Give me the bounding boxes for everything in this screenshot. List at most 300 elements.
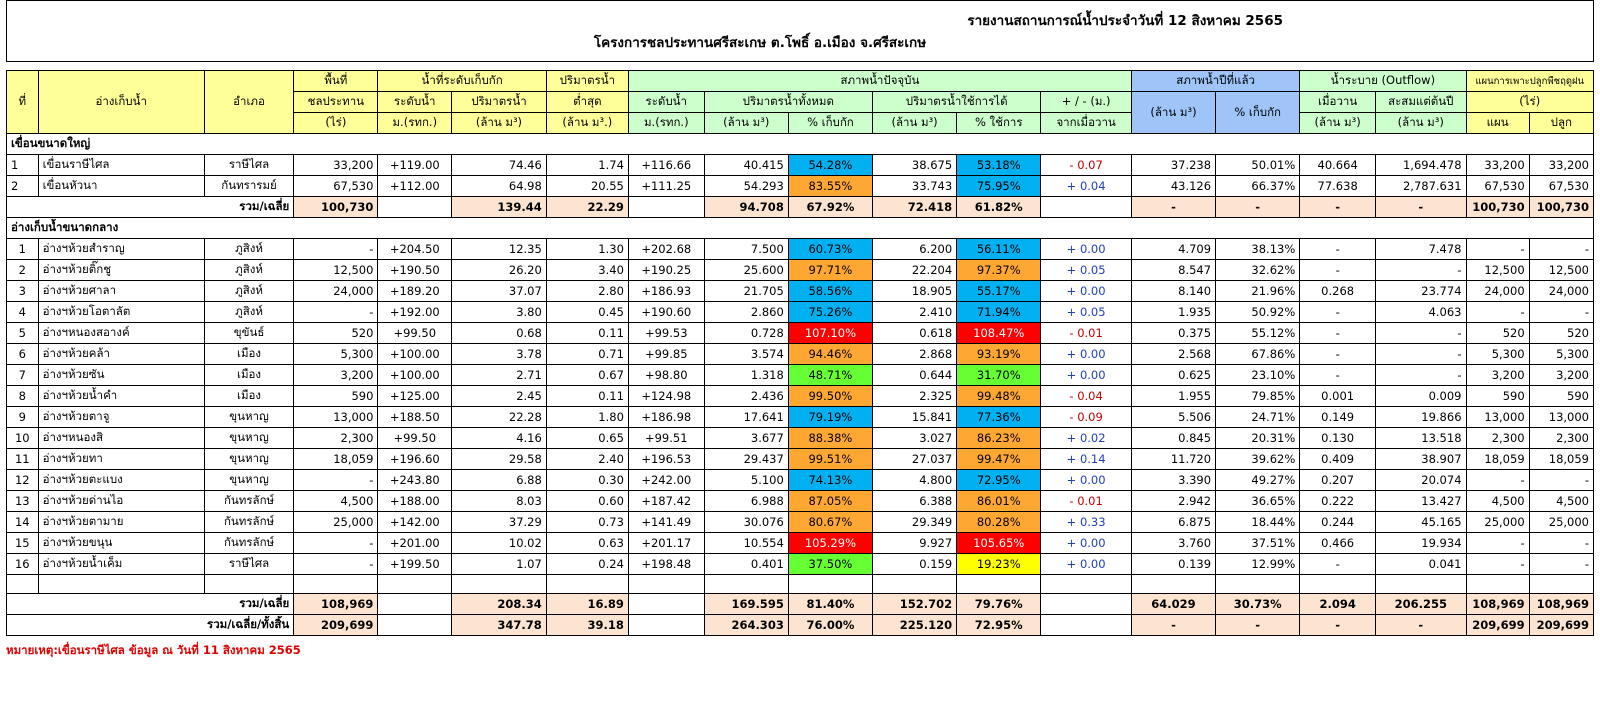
row-last-year-volume: 11.720	[1131, 449, 1215, 470]
row-storage-volume: 3.80	[452, 302, 547, 323]
row-total-volume: 3.677	[704, 428, 788, 449]
grand-total-row-pct-storage: 76.00%	[788, 615, 872, 636]
row-outflow-cumulative: 19.934	[1376, 533, 1466, 554]
row-no: 2	[7, 176, 39, 197]
row-last-year-volume: 4.709	[1131, 239, 1215, 260]
row-last-year-pct: 55.12%	[1216, 323, 1300, 344]
row-current-level: +99.53	[628, 323, 704, 344]
row-outflow-yesterday: 0.222	[1300, 491, 1376, 512]
blank-cell	[378, 575, 452, 594]
row-storage-level: +112.00	[378, 176, 452, 197]
blank-cell	[704, 575, 788, 594]
col-plan: แผน	[1466, 113, 1529, 134]
row-storage-volume: 22.28	[452, 407, 547, 428]
table-row	[7, 407, 1594, 428]
row-reservoir-name: อ่างฯห้วยตะแบง	[38, 470, 204, 491]
row-min-volume: 0.63	[546, 533, 628, 554]
row-outflow-yesterday: 0.244	[1300, 512, 1376, 533]
row-storage-volume: 4.16	[452, 428, 547, 449]
row-irrigation-area: 5,300	[294, 344, 378, 365]
row-no: 10	[7, 428, 39, 449]
col-district: อำเภอ	[204, 71, 293, 134]
row-last-year-volume: 1.955	[1131, 386, 1215, 407]
blank-cell	[1216, 575, 1300, 594]
row-storage-level: +189.20	[378, 281, 452, 302]
col-min-unit: (ล้าน ม³.)	[546, 113, 628, 134]
row-last-year-pct: 39.62%	[1216, 449, 1300, 470]
medium-total-row-planted: 108,969	[1529, 594, 1593, 615]
report-title: รายงานสถานการณ์น้ำประจำวันที่ 12 สิงหาคม 2565	[967, 13, 1283, 29]
row-irrigation-area: 33,200	[294, 155, 378, 176]
col-min-mid: ต่ำสุด	[546, 92, 628, 113]
row-outflow-yesterday: 0.149	[1300, 407, 1376, 428]
row-storage-volume: 29.58	[452, 449, 547, 470]
large-total-row-planted: 100,730	[1529, 197, 1593, 218]
row-reservoir-name: เขื่อนราษีไศล	[38, 155, 204, 176]
col-no: ที่	[7, 71, 39, 134]
row-plan: -	[1466, 302, 1529, 323]
row-current-level: +186.98	[628, 407, 704, 428]
col-reservoir: อ่างเก็บน้ำ	[38, 71, 204, 134]
row-district: กันทรลักษ์	[204, 533, 293, 554]
row-planted: 590	[1529, 386, 1593, 407]
large-total-row-pct-storage: 67.92%	[788, 197, 872, 218]
grand-total-row-blank-3	[1041, 615, 1132, 636]
col-area-unit: (ไร่)	[294, 113, 378, 134]
row-storage-volume: 3.78	[452, 344, 547, 365]
row-irrigation-area: 12,500	[294, 260, 378, 281]
row-usable-volume: 2.868	[873, 344, 957, 365]
row-pct-storage: 99.51%	[788, 449, 872, 470]
row-planted: 18,059	[1529, 449, 1593, 470]
row-pct-usable: 99.48%	[957, 386, 1041, 407]
row-no: 2	[7, 260, 39, 281]
row-outflow-yesterday: -	[1300, 554, 1376, 575]
row-last-year-pct: 32.62%	[1216, 260, 1300, 281]
row-planted: 12,500	[1529, 260, 1593, 281]
grand-total-row-total-volume: 264.303	[704, 615, 788, 636]
row-pct-usable: 31.70%	[957, 365, 1041, 386]
row-reservoir-name: อ่างฯห้วยซัน	[38, 365, 204, 386]
row-planted: 67,530	[1529, 176, 1593, 197]
row-planted: 33,200	[1529, 155, 1593, 176]
blank-cell	[38, 575, 204, 594]
row-irrigation-area: -	[294, 302, 378, 323]
row-no: 13	[7, 491, 39, 512]
medium-total-row-plan: 108,969	[1466, 594, 1529, 615]
row-pct-usable: 97.37%	[957, 260, 1041, 281]
project-title: โครงการชลประทานศรีสะเกษ ต.โพธิ์ อ.เมือง จ.ศรีสะเกษ	[593, 35, 927, 51]
row-plan: -	[1466, 554, 1529, 575]
blank-cell	[873, 575, 957, 594]
row-pct-usable: 19.23%	[957, 554, 1041, 575]
row-usable-volume: 38.675	[873, 155, 957, 176]
row-total-volume: 2.860	[704, 302, 788, 323]
row-usable-volume: 4.800	[873, 470, 957, 491]
row-storage-level: +243.80	[378, 470, 452, 491]
row-storage-volume: 12.35	[452, 239, 547, 260]
blank-cell	[1376, 575, 1466, 594]
row-usable-volume: 18.905	[873, 281, 957, 302]
row-district: เมือง	[204, 386, 293, 407]
row-storage-volume: 37.29	[452, 512, 547, 533]
row-min-volume: 2.40	[546, 449, 628, 470]
row-pct-storage: 74.13%	[788, 470, 872, 491]
row-pct-storage: 94.46%	[788, 344, 872, 365]
large-total-row-blank-1	[378, 197, 452, 218]
row-district: ราษีไศล	[204, 554, 293, 575]
row-last-year-volume: 0.845	[1131, 428, 1215, 449]
row-storage-volume: 26.20	[452, 260, 547, 281]
row-no: 6	[7, 344, 39, 365]
row-total-volume: 10.554	[704, 533, 788, 554]
grand-total-row-area: 209,699	[294, 615, 378, 636]
row-storage-volume: 2.71	[452, 365, 547, 386]
large-total-row	[7, 197, 1594, 218]
row-plan: 24,000	[1466, 281, 1529, 302]
row-change: + 0.05	[1041, 260, 1132, 281]
row-district: กันทรลักษ์	[204, 491, 293, 512]
row-outflow-yesterday: -	[1300, 365, 1376, 386]
row-reservoir-name: อ่างฯห้วยน้ำเค็ม	[38, 554, 204, 575]
row-change: - 0.01	[1041, 491, 1132, 512]
row-reservoir-name: อ่างฯหนองสอางค์	[38, 323, 204, 344]
table-row	[7, 176, 1594, 197]
row-pct-usable: 72.95%	[957, 470, 1041, 491]
row-usable-volume: 0.618	[873, 323, 957, 344]
row-min-volume: 3.40	[546, 260, 628, 281]
row-storage-volume: 2.45	[452, 386, 547, 407]
table-body	[7, 134, 1594, 636]
row-pct-storage: 79.19%	[788, 407, 872, 428]
row-plan: 33,200	[1466, 155, 1529, 176]
col-level-unit: ม.(รทก.)	[378, 113, 452, 134]
col-cumulative: สะสมแต่ต้นปี	[1376, 92, 1466, 113]
row-storage-level: +201.00	[378, 533, 452, 554]
row-min-volume: 1.30	[546, 239, 628, 260]
table-row	[7, 323, 1594, 344]
row-no: 11	[7, 449, 39, 470]
row-plan: 5,300	[1466, 344, 1529, 365]
row-no: 15	[7, 533, 39, 554]
row-change: + 0.00	[1041, 365, 1132, 386]
col-cur-level-unit: ม.(รทก.)	[628, 113, 704, 134]
report-sheet	[6, 0, 1594, 660]
row-pct-storage: 37.50%	[788, 554, 872, 575]
row-no: 14	[7, 512, 39, 533]
row-last-year-volume: 5.506	[1131, 407, 1215, 428]
row-total-volume: 40.415	[704, 155, 788, 176]
large-total-row-outflow-cumulative: -	[1376, 197, 1466, 218]
row-planted: 520	[1529, 323, 1593, 344]
row-irrigation-area: 13,000	[294, 407, 378, 428]
row-current-level: +198.48	[628, 554, 704, 575]
row-last-year-volume: 3.390	[1131, 470, 1215, 491]
row-planted: -	[1529, 302, 1593, 323]
row-pct-storage: 87.05%	[788, 491, 872, 512]
row-last-year-pct: 21.96%	[1216, 281, 1300, 302]
row-change: - 0.07	[1041, 155, 1132, 176]
medium-total-row-blank-3	[1041, 594, 1132, 615]
row-change: + 0.33	[1041, 512, 1132, 533]
row-outflow-cumulative: -	[1376, 260, 1466, 281]
row-pct-storage: 105.29%	[788, 533, 872, 554]
row-outflow-cumulative: 20.074	[1376, 470, 1466, 491]
row-min-volume: 1.74	[546, 155, 628, 176]
col-storage-level-group: น้ำที่ระดับเก็บกัก	[378, 71, 546, 92]
row-last-year-pct: 50.92%	[1216, 302, 1300, 323]
row-irrigation-area: -	[294, 470, 378, 491]
row-pct-storage: 80.67%	[788, 512, 872, 533]
row-plan: 13,000	[1466, 407, 1529, 428]
row-plan: 18,059	[1466, 449, 1529, 470]
row-storage-level: +190.50	[378, 260, 452, 281]
medium-total-row-blank-1	[378, 594, 452, 615]
row-current-level: +190.60	[628, 302, 704, 323]
col-area-top: พื้นที่	[294, 71, 378, 92]
blank-cell	[294, 575, 378, 594]
row-reservoir-name: อ่างฯหนองสิ	[38, 428, 204, 449]
row-pct-usable: 86.23%	[957, 428, 1041, 449]
row-no: 16	[7, 554, 39, 575]
row-usable-volume: 29.349	[873, 512, 957, 533]
row-current-level: +141.49	[628, 512, 704, 533]
blank-cell	[546, 575, 628, 594]
row-pct-usable: 56.11%	[957, 239, 1041, 260]
row-pct-usable: 75.95%	[957, 176, 1041, 197]
row-storage-level: +199.50	[378, 554, 452, 575]
blank-cell	[204, 575, 293, 594]
row-change: + 0.00	[1041, 533, 1132, 554]
row-outflow-yesterday: 0.466	[1300, 533, 1376, 554]
grand-total-row-min: 39.18	[546, 615, 628, 636]
row-reservoir-name: อ่างฯห้วยศาลา	[38, 281, 204, 302]
row-storage-volume: 6.88	[452, 470, 547, 491]
grand-total-row-last-year-volume: -	[1131, 615, 1215, 636]
row-storage-level: +142.00	[378, 512, 452, 533]
large-total-row-volume: 139.44	[452, 197, 547, 218]
row-pct-storage: 97.71%	[788, 260, 872, 281]
col-change: + / - (ม.)	[1041, 92, 1132, 113]
large-total-row-plan: 100,730	[1466, 197, 1529, 218]
blank-cell	[957, 575, 1041, 594]
row-pct-storage: 48.71%	[788, 365, 872, 386]
large-total-row-outflow-yesterday: -	[1300, 197, 1376, 218]
row-outflow-cumulative: 13.427	[1376, 491, 1466, 512]
row-irrigation-area: 25,000	[294, 512, 378, 533]
row-current-level: +196.53	[628, 449, 704, 470]
row-reservoir-name: อ่างฯห้วยสำราญ	[38, 239, 204, 260]
blank-cell	[1131, 575, 1215, 594]
row-district: ราษีไศล	[204, 155, 293, 176]
col-cumulative-unit: (ล้าน ม³)	[1376, 113, 1466, 134]
row-district: เมือง	[204, 365, 293, 386]
row-usable-volume: 3.027	[873, 428, 957, 449]
medium-total-row-pct-storage: 81.40%	[788, 594, 872, 615]
col-usable-vol: ปริมาตรน้ำใช้การได้	[873, 92, 1041, 113]
row-min-volume: 0.71	[546, 344, 628, 365]
row-last-year-pct: 67.86%	[1216, 344, 1300, 365]
col-ly-vol-unit: (ล้าน ม³)	[1131, 92, 1215, 134]
row-current-level: +187.42	[628, 491, 704, 512]
grand-total-row-outflow-yesterday: -	[1300, 615, 1376, 636]
col-volume: ปริมาตรน้ำ	[452, 92, 547, 113]
row-storage-volume: 10.02	[452, 533, 547, 554]
medium-total-row-last-year-volume: 64.029	[1131, 594, 1215, 615]
row-reservoir-name: อ่างฯห้วยด่านไอ	[38, 491, 204, 512]
row-no: 1	[7, 155, 39, 176]
row-district: ขุขันธ์	[204, 323, 293, 344]
row-pct-storage: 99.50%	[788, 386, 872, 407]
row-district: ภูสิงห์	[204, 281, 293, 302]
table-row	[7, 512, 1594, 533]
row-storage-volume: 1.07	[452, 554, 547, 575]
row-last-year-volume: 1.935	[1131, 302, 1215, 323]
col-outflow-group: น้ำระบาย (Outflow)	[1300, 71, 1466, 92]
large-total-row-label: รวม/เฉลี่ย	[7, 197, 294, 218]
table-row	[7, 281, 1594, 302]
row-last-year-pct: 79.85%	[1216, 386, 1300, 407]
large-total-row-last-year-volume: -	[1131, 197, 1215, 218]
row-usable-volume: 6.200	[873, 239, 957, 260]
row-total-volume: 54.293	[704, 176, 788, 197]
row-reservoir-name: อ่างฯห้วยติ๊กชู	[38, 260, 204, 281]
grand-total-row-blank-1	[378, 615, 452, 636]
row-pct-usable: 86.01%	[957, 491, 1041, 512]
row-no: 7	[7, 365, 39, 386]
blank-cell	[1466, 575, 1529, 594]
blank-cell	[7, 575, 39, 594]
row-storage-volume: 0.68	[452, 323, 547, 344]
row-outflow-yesterday: -	[1300, 239, 1376, 260]
row-irrigation-area: -	[294, 239, 378, 260]
row-no: 5	[7, 323, 39, 344]
row-storage-volume: 64.98	[452, 176, 547, 197]
row-outflow-yesterday: 0.207	[1300, 470, 1376, 491]
row-reservoir-name: อ่างฯห้วยตาจู	[38, 407, 204, 428]
section-medium-row	[7, 218, 1594, 239]
row-irrigation-area: -	[294, 554, 378, 575]
row-pct-usable: 71.94%	[957, 302, 1041, 323]
row-district: ภูสิงห์	[204, 239, 293, 260]
row-pct-usable: 77.36%	[957, 407, 1041, 428]
table-row	[7, 239, 1594, 260]
row-reservoir-name: เขื่อนหัวนา	[38, 176, 204, 197]
row-no: 12	[7, 470, 39, 491]
row-storage-volume: 8.03	[452, 491, 547, 512]
row-outflow-yesterday: 0.130	[1300, 428, 1376, 449]
row-irrigation-area: 520	[294, 323, 378, 344]
row-last-year-pct: 37.51%	[1216, 533, 1300, 554]
row-no: 3	[7, 281, 39, 302]
row-change: + 0.00	[1041, 554, 1132, 575]
row-last-year-pct: 12.99%	[1216, 554, 1300, 575]
row-total-volume: 29.437	[704, 449, 788, 470]
footnote: หมายเหตุ:เขื่อนราษีไศล ข้อมูล ณ วันที่ 11 สิงหาคม 2565	[6, 643, 301, 657]
row-storage-level: +188.00	[378, 491, 452, 512]
row-irrigation-area: 2,300	[294, 428, 378, 449]
row-outflow-yesterday: -	[1300, 323, 1376, 344]
row-current-level: +99.51	[628, 428, 704, 449]
row-pct-usable: 99.47%	[957, 449, 1041, 470]
col-ly-pct: % เก็บกัก	[1216, 92, 1300, 134]
row-outflow-cumulative: 45.165	[1376, 512, 1466, 533]
row-planted: -	[1529, 470, 1593, 491]
row-plan: 25,000	[1466, 512, 1529, 533]
row-outflow-cumulative: 2,787.631	[1376, 176, 1466, 197]
large-total-row-blank-2	[628, 197, 704, 218]
row-plan: -	[1466, 470, 1529, 491]
row-outflow-yesterday: -	[1300, 344, 1376, 365]
row-change: - 0.09	[1041, 407, 1132, 428]
blank-cell	[1529, 575, 1593, 594]
row-usable-volume: 2.410	[873, 302, 957, 323]
row-reservoir-name: อ่างฯห้วยทา	[38, 449, 204, 470]
row-pct-storage: 107.10%	[788, 323, 872, 344]
row-storage-level: +204.50	[378, 239, 452, 260]
row-last-year-pct: 36.65%	[1216, 491, 1300, 512]
large-total-row-pct-usable: 61.82%	[957, 197, 1041, 218]
row-total-volume: 5.100	[704, 470, 788, 491]
row-last-year-pct: 38.13%	[1216, 239, 1300, 260]
row-outflow-yesterday: 0.001	[1300, 386, 1376, 407]
row-current-level: +124.98	[628, 386, 704, 407]
row-storage-level: +196.60	[378, 449, 452, 470]
row-district: ขุนหาญ	[204, 449, 293, 470]
row-total-volume: 7.500	[704, 239, 788, 260]
row-outflow-cumulative: 38.907	[1376, 449, 1466, 470]
row-outflow-cumulative: 13.518	[1376, 428, 1466, 449]
row-pct-storage: 60.73%	[788, 239, 872, 260]
row-current-level: +242.00	[628, 470, 704, 491]
table-row	[7, 470, 1594, 491]
row-total-volume: 17.641	[704, 407, 788, 428]
row-change: + 0.04	[1041, 176, 1132, 197]
col-cur-level: ระดับน้ำ	[628, 92, 704, 113]
row-plan: 4,500	[1466, 491, 1529, 512]
col-pct-usable: % ใช้การ	[957, 113, 1041, 134]
grand-total-row-outflow-cumulative: -	[1376, 615, 1466, 636]
row-irrigation-area: -	[294, 533, 378, 554]
row-plan: 520	[1466, 323, 1529, 344]
water-status-table	[6, 70, 1594, 636]
blank-cell	[628, 575, 704, 594]
grand-total-row-usable-volume: 225.120	[873, 615, 957, 636]
col-total-vol: ปริมาตรน้ำทั้งหมด	[704, 92, 872, 113]
section-medium-reservoirs: อ่างเก็บน้ำขนาดกลาง	[7, 218, 1594, 239]
row-pct-storage: 75.26%	[788, 302, 872, 323]
row-storage-level: +119.00	[378, 155, 452, 176]
row-reservoir-name: อ่างฯห้วยคล้า	[38, 344, 204, 365]
row-usable-volume: 0.159	[873, 554, 957, 575]
row-district: ขุนหาญ	[204, 407, 293, 428]
row-min-volume: 20.55	[546, 176, 628, 197]
row-last-year-volume: 37.238	[1131, 155, 1215, 176]
row-last-year-volume: 2.942	[1131, 491, 1215, 512]
row-total-volume: 0.728	[704, 323, 788, 344]
row-plan: 590	[1466, 386, 1529, 407]
report-header	[6, 0, 1594, 62]
row-storage-level: +99.50	[378, 323, 452, 344]
row-pct-storage: 88.38%	[788, 428, 872, 449]
row-planted: 24,000	[1529, 281, 1593, 302]
grand-total-row-planted: 209,699	[1529, 615, 1593, 636]
row-pct-storage: 83.55%	[788, 176, 872, 197]
medium-total-row-label: รวม/เฉลี่ย	[7, 594, 294, 615]
medium-total-row-last-year-pct: 30.73%	[1216, 594, 1300, 615]
row-no: 9	[7, 407, 39, 428]
col-change-sub: จากเมื่อวาน	[1041, 113, 1132, 134]
